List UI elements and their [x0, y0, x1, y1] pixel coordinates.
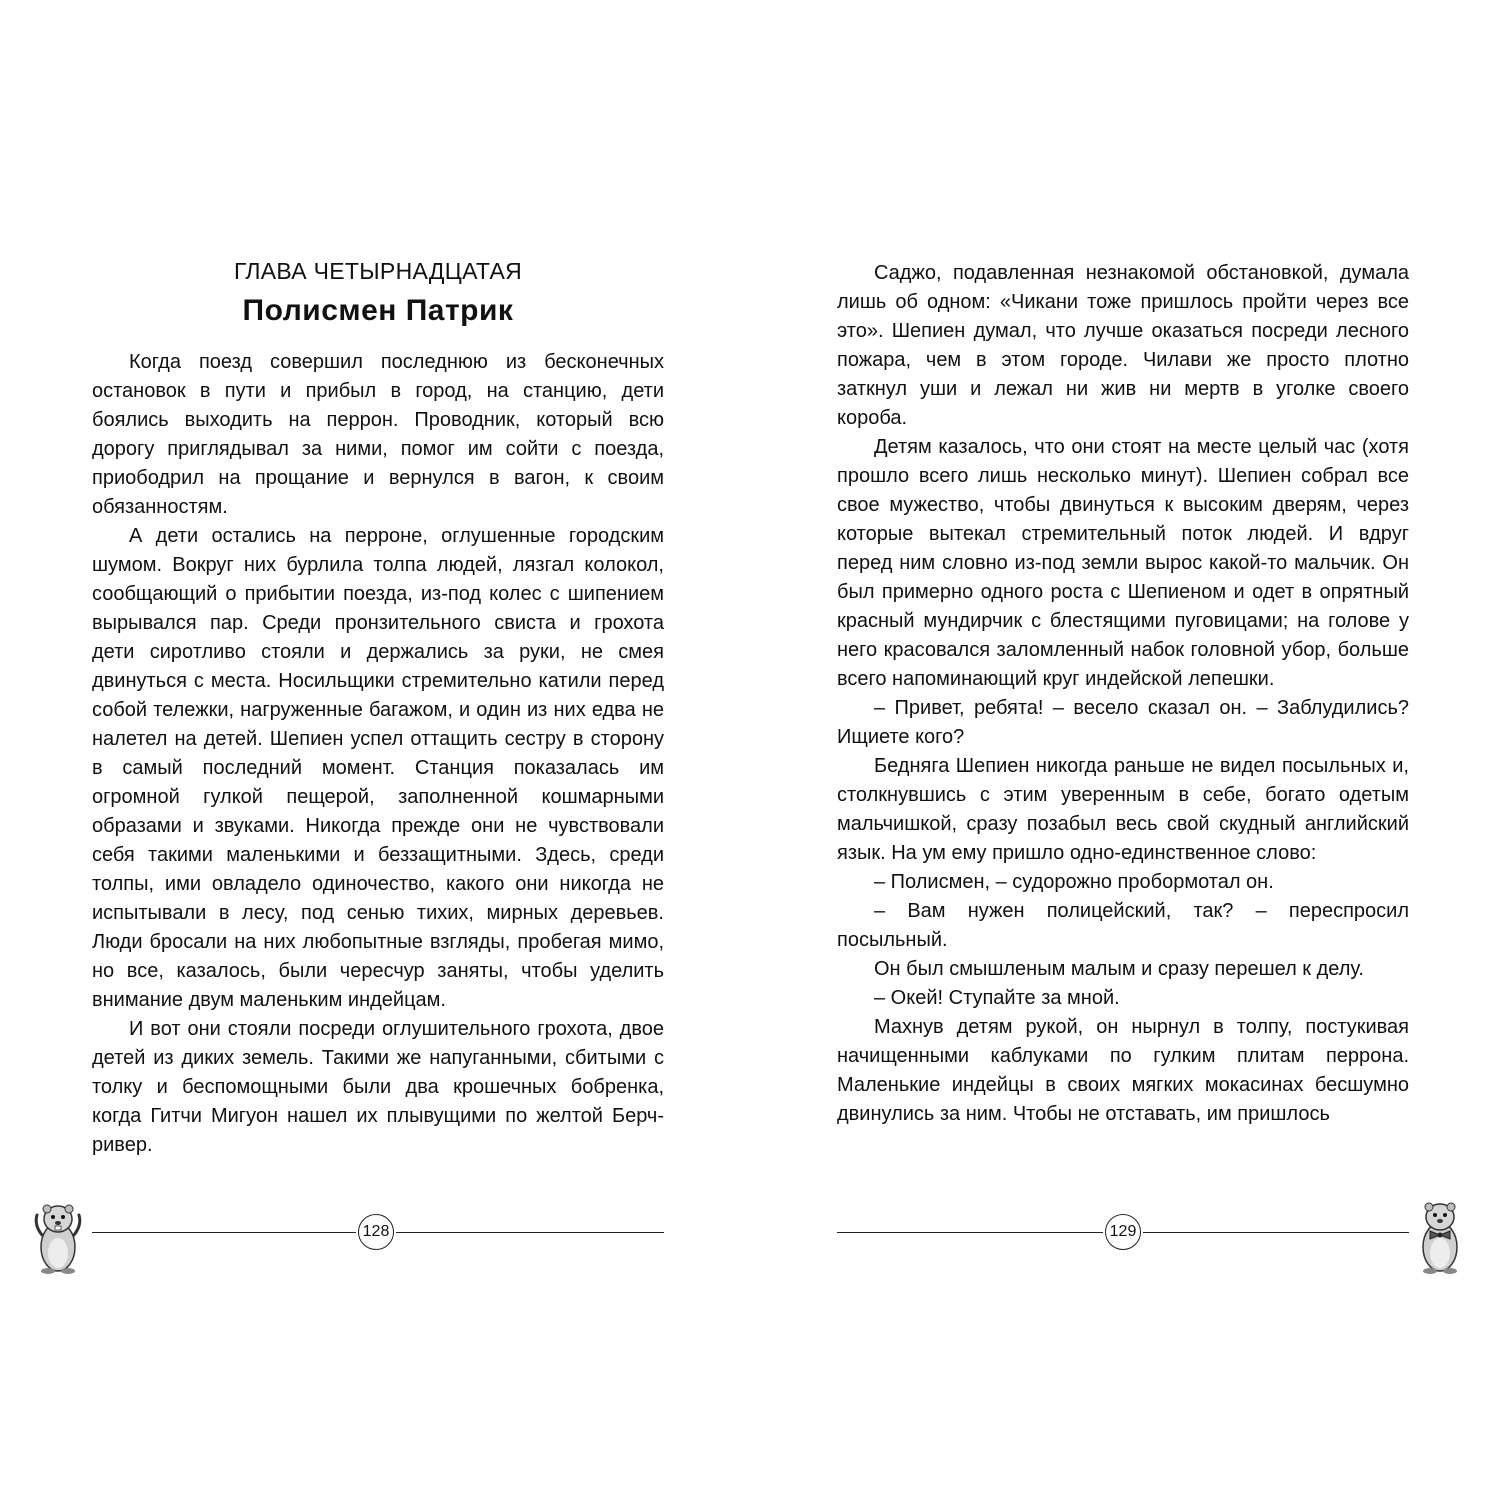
chapter-title: Полисмен Патрик [242, 294, 514, 327]
groundhog-waving-icon [28, 1195, 88, 1275]
paragraph: Детям казалось, что они стоят на месте целый час (хотя прошло всего лишь несколько минут). Шепиен собрал все свое мужество, чтобы двинуться к высоким дверям, через которые вытекал стремительный поток людей. И вдруг перед ним словно из-под земли вырос какой-то мальчик. Он был примерно одного роста с Шепиеном и одет в опрятный красный мундирчик с блестящими пуговицами; на голове у него красовался заломленный набок головной убор, больше всего напоминающий круг индейской лепешки. [837, 436, 1409, 690]
footer-rule [396, 1232, 664, 1233]
paragraph: А дети остались на перроне, оглушенные городским шумом. Вокруг них бурлила толпа людей, лязгал колокол, сообщающий о прибытии поезда, из-под колес с шипением вырывался пар. Среди пронзительного свиста и грохота дети сиротливо стояли и держались за руки, не смея двинуться с места. Носильщики стремительно катили перед собой тележки, нагруженные багажом, и один из них едва не налетел на детей. Шепиен успел оттащить сестру в сторону в самый последний момент. Станция показалась им огромной гулкой пещерой, заполненной кошмарными образами и звуками. Никогда прежде они не чувствовали себя такими маленькими и беззащитными. Здесь, среди толпы, ими овладело одиночество, какого они никогда не испытывали в лесу, под сенью тихих, мирных деревьев. Люди бросали на них любопытные взгляды, пробегая мимо, но все, казалось, были чересчур заняты, чтобы уделить внимание двум маленьким индейцам. [92, 525, 664, 1011]
chapter-label: ГЛАВА ЧЕТЫРНАДЦАТАЯ [233, 258, 523, 284]
right-page [750, 0, 1500, 1500]
paragraph: – Окей! Ступайте за мной. [874, 987, 1120, 1009]
page-number: 129 [1105, 1214, 1141, 1250]
paragraph: – Привет, ребята! – весело сказал он. – Заблудились? Ищиете кого? [837, 697, 1409, 748]
page-footer [92, 1214, 664, 1250]
footer-rule [1143, 1232, 1409, 1233]
paragraph: Бедняга Шепиен никогда раньше не видел посыльных и, столкнувшись с этим уверенным в себе, богато одетым мальчишкой, сразу позабыл весь свой скудный английский язык. На ум ему пришло одно-единственное слово: [837, 755, 1409, 864]
right-page-text [837, 259, 1409, 1129]
left-page-text [92, 348, 664, 1160]
page-number: 128 [358, 1214, 394, 1250]
paragraph: Махнув детям рукой, он нырнул в толпу, постукивая начищенными каблуками по гулким плитам перрона. Маленькие индейцы в своих мягких мокасинах бесшумно двинулись за ним. Чтобы не отставать, им пришлось [837, 1016, 1409, 1125]
paragraph: И вот они стояли посреди оглушительного грохота, двое детей из диких земель. Такими же напуганными, сбитыми с толку и беспомощными были два крошечных бобренка, когда Гитчи Мигуон нашел их плывущими по желтой Берч-ривер. [92, 1018, 664, 1156]
paragraph: Когда поезд совершил последнюю из бесконечных остановок в пути и прибыл в город, на станцию, дети боялись выходить на перрон. Проводник, который всю дорогу приглядывал за ними, помог им сойти с поезда, приободрил на прощание и вернулся в вагон, к своим обязанностям. [92, 351, 664, 518]
footer-rule [837, 1232, 1103, 1233]
paragraph: – Вам нужен полицейский, так? – переспросил посыльный. [837, 900, 1409, 951]
paragraph: Саджо, подавленная незнакомой обстановкой, думала лишь об одном: «Чикани тоже пришлось пройти через все это». Шепиен думал, что лучше оказаться посреди лесного пожара, чем в этом городе. Чилави же просто плотно заткнул уши и лежал ни жив ни мертв в уголке своего короба. [837, 262, 1409, 429]
paragraph: Он был смышленым малым и сразу перешел к делу. [874, 958, 1364, 980]
page-footer [837, 1214, 1409, 1250]
groundhog-with-bowtie-icon [1410, 1195, 1470, 1275]
footer-rule [92, 1232, 356, 1233]
paragraph: – Полисмен, – судорожно пробормотал он. [874, 871, 1274, 893]
